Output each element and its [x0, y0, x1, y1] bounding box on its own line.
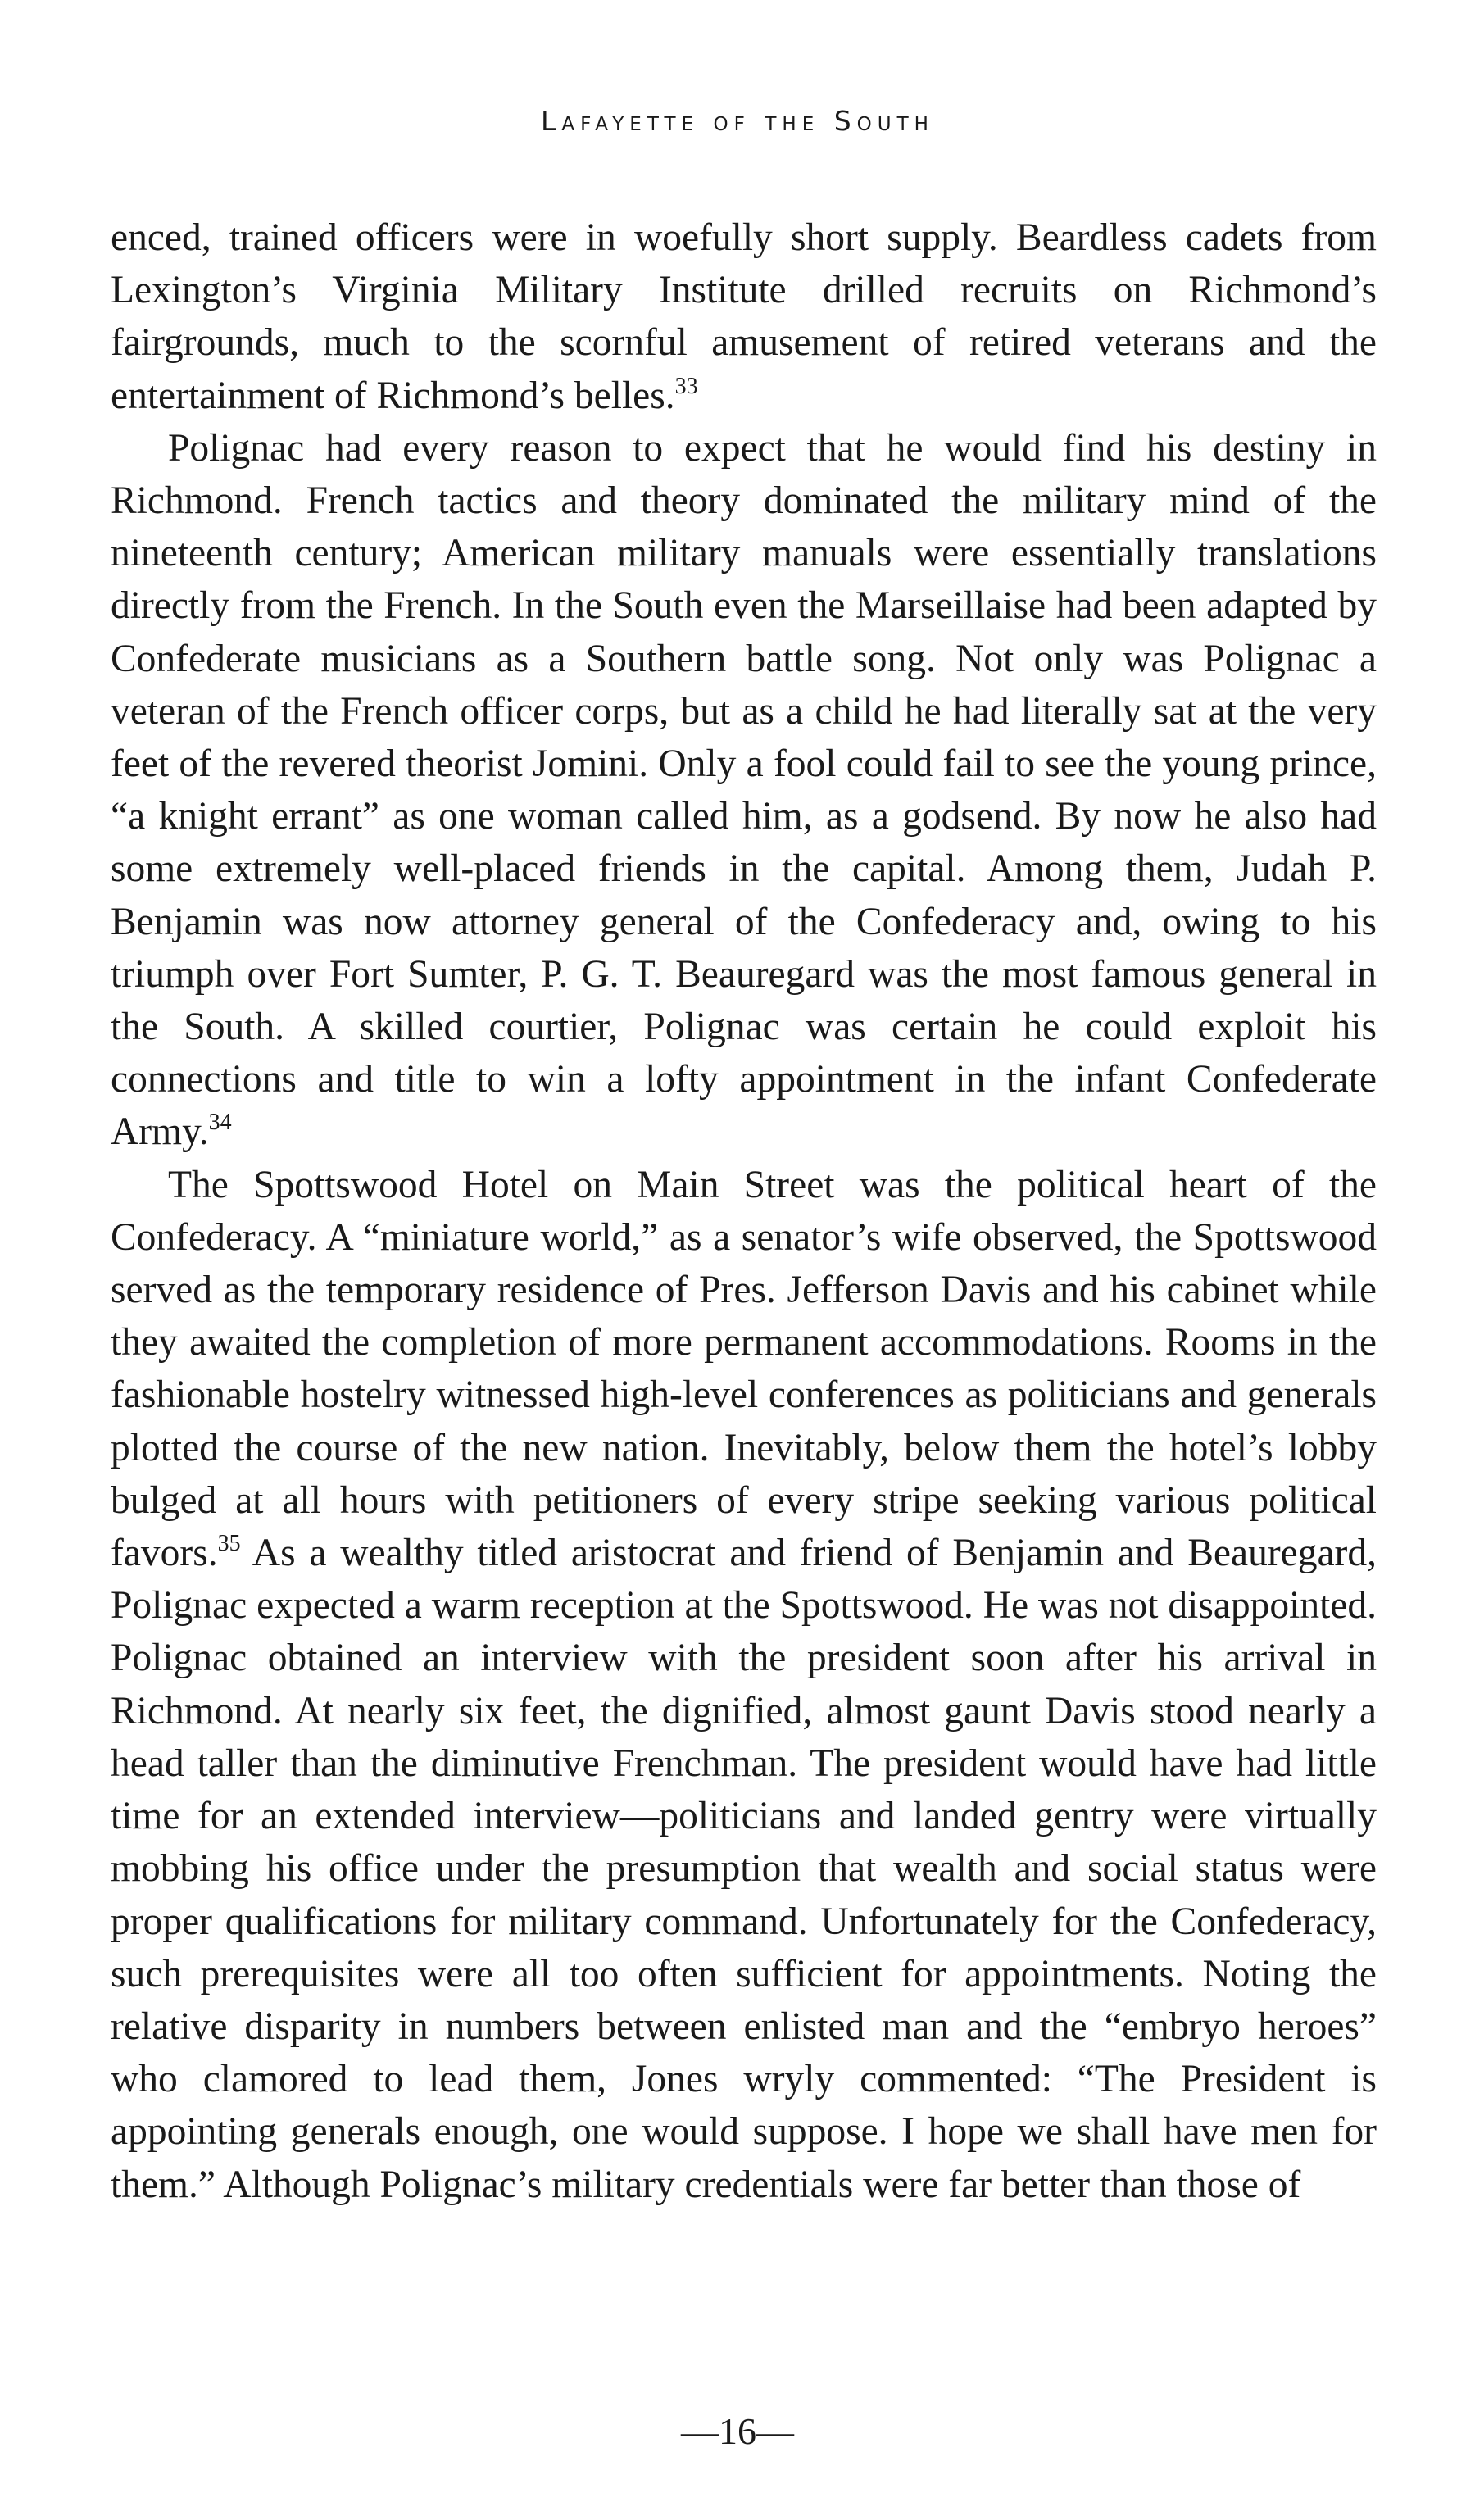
paragraph-2-text: Polignac had every reason to expect that he would find his destiny in Richmond. French tactics and theory dominated the military mind of the nineteenth century; American military manuals were essentially translations directly from the French. In the South even the Marseillaise had been adapted by Confederate musicians as a Southern battle song. Not only was Polignac a veteran of the French officer corps, but as a child he had literally sat at the very feet of the revered theorist Jomini. Only a fool could fail to see the young prince, “a knight errant” as one woman called him, as a godsend. By now he also had some extremely well-placed friends in the capital. Among them, Judah P. Benjamin was now attorney general of the Confederacy and, owing to his triumph over Fort Sumter, P. G. T. Beauregard was the most famous general in the South. A skilled courtier, Polignac was certain he could exploit his connections and title to win a lofty appointment in the infant Confederate Army.: [111, 426, 1377, 1154]
running-head: Lafayette of the South: [541, 105, 934, 137]
paragraph-2: [111, 422, 1377, 1159]
endnote-ref-35: 35: [217, 1531, 241, 1557]
paragraph-3: [111, 1159, 1377, 2211]
endnote-ref-33: 33: [674, 373, 698, 399]
paragraph-1-text: enced, trained officers were in woefully short supply. Beardless cadets from Lexington’s Virginia Military Institute drilled recruits on Richmond’s fairgrounds, much to the scornful amusement of retired veterans and the entertainment of Richmond’s belles.: [111, 216, 1377, 417]
paragraph-3-text: The Spottswood Hotel on Main Street was the political heart of the Confederacy. A “miniature world,” as a senator’s wife observed, the Spottswood served as the temporary residence of Pres. Jefferson Davis and his cabinet while they awaited the completion of more permanent accommodations. Rooms in the fashionable hostelry witnessed high-level conferences as politicians and generals plotted the course of the new nation. Inevitably, below them the hotel’s lobby bulged at all hours with petitioners of every stripe seeking various political favors.: [111, 1163, 1377, 1575]
endnote-ref-34: 34: [208, 1110, 232, 1136]
body-text: [111, 211, 1377, 2211]
paragraph-3-continuation: As a wealthy titled aristocrat and friend of Benjamin and Beauregard, Polignac expected a warm reception at the Spottswood. He was not disappointed. Polignac obtained an interview with the president soon after his arrival in Richmond. At nearly six feet, the dignified, almost gaunt Davis stood nearly a head taller than the diminutive Frenchman. The president would have had little time for an extended interview—politicians and landed gentry were virtually mobbing his office under the presumption that wealth and social status were proper qualifications for military command. Unfortunately for the Confederacy, such prerequisites were all too often sufficient for appointments. Noting the relative disparity in numbers between enlisted man and the “embryo heroes” who clamored to lead them, Jones wryly commented: “The President is appointing generals enough, one would suppose. I hope we shall have men for them.” Although Polignac’s military credentials were far better than those of: [111, 1532, 1377, 2206]
page-number: —16—: [681, 2410, 794, 2452]
paragraph-1: [111, 211, 1377, 422]
